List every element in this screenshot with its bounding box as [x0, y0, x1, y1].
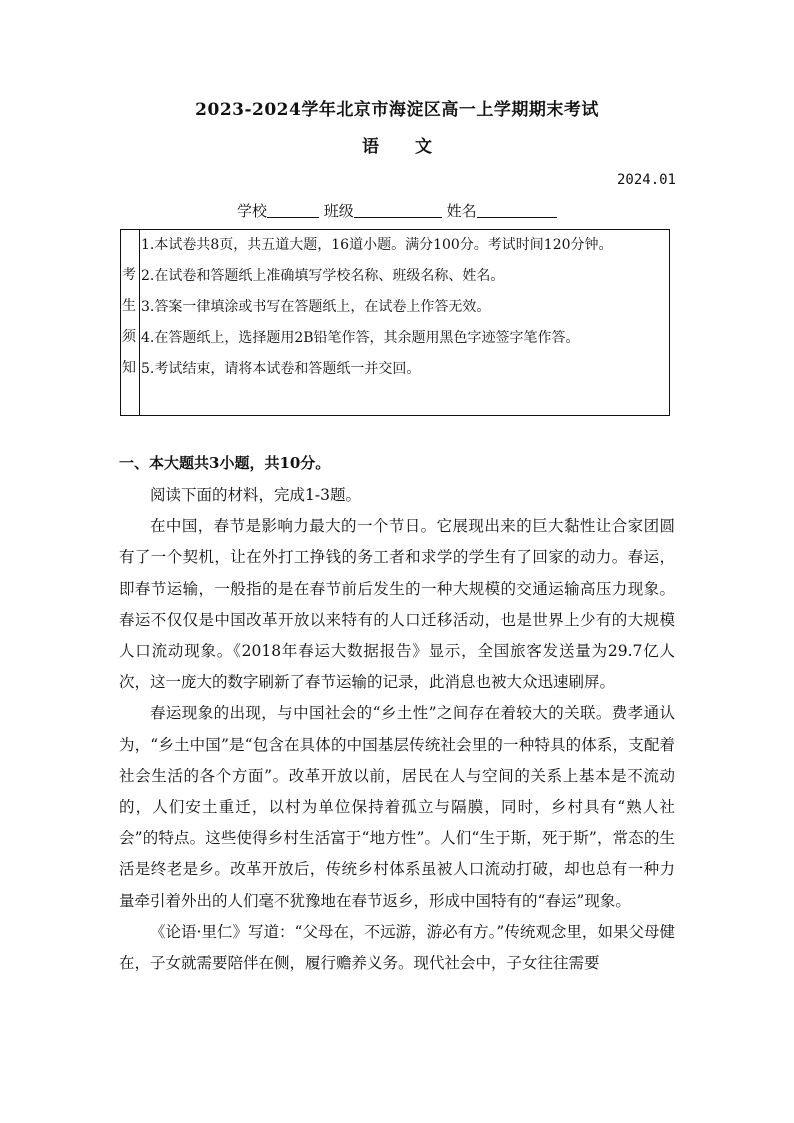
subject-title: 语 文	[362, 137, 432, 157]
notice-item: 2.在试卷和答题纸上准确填写学校名称、班级名称、姓名。	[141, 268, 505, 284]
class-blank[interactable]	[354, 203, 442, 218]
passage-paragraph: 《论语·里仁》写道：“父母在，不远游，游必有方。”传统观念里，如果父母健在，子女就需要陪伴在侧，履行赡养义务。现代社会中，子女往往需要	[119, 922, 675, 973]
school-label: 学校	[237, 202, 268, 220]
name-label: 姓名	[446, 202, 477, 220]
name-blank[interactable]	[477, 203, 557, 218]
notice-label-char: 生	[122, 298, 136, 314]
reading-passage	[119, 480, 675, 979]
notice-label-char: 须	[122, 329, 136, 345]
school-blank[interactable]	[267, 203, 319, 218]
notice-item: 5.考试结束，请将本试卷和答题纸一并交回。	[141, 361, 421, 377]
passage-paragraph: 春运现象的出现，与中国社会的“乡土性”之间存在着较大的关联。费孝通认为，“乡土中国”是“包含在具体的中国基层传统社会里的一种特具的体系，支配着社会生活的各个方面”。改革开放以前，居民在人与空间的关系上基本是不流动的，人们安土重迁，以村为单位保持着孤立与隔膜，同时，乡村具有“熟人社会”的特点。这些使得乡村生活富于“地方性”。人们“生于斯，死于斯”，常态的生活是终老是乡。改革开放后，传统乡村体系虽被人口流动打破，却也总有一种力量牵引着外出的人们毫不犹豫地在春节返乡，形成中国特有的“春运”现象。	[119, 704, 675, 910]
student-info-line	[237, 200, 557, 221]
notice-item: 4.在答题纸上，选择题用2B铅笔作答，其余题用黑色字迹签字笔作答。	[141, 330, 580, 346]
passage-paragraph: 在中国，春节是影响力最大的一个节日。它展现出来的巨大黏性让合家团圆有了一个契机，让在外打工挣钱的务工者和求学的学生有了回家的动力。春运，即春节运输，一般指的是在春节前后发生的一种大规模的交通运输高压力现象。春运不仅仅是中国改革开放以来特有的人口迁移活动，也是世界上少有的大规模人口流动现象。《2018年春运大数据报告》显示，全国旅客发送量为29.7亿人次，这一庞大的数字刷新了春节运输的记录，此消息也被大众迅速刷屏。	[119, 517, 675, 692]
notice-items	[140, 230, 668, 385]
exam-title: 2023-2024学年北京市海淀区高一上学期期末考试	[195, 100, 599, 120]
notice-item: 3.答案一律填涂或书写在答题纸上，在试卷上作答无效。	[141, 299, 491, 315]
section-heading: 一、本大题共3小题，共10分。	[119, 454, 331, 472]
instruction-paragraph: 阅读下面的材料，完成1-3题。	[150, 486, 361, 504]
exam-date: 2024.01	[616, 172, 676, 188]
candidate-notice-box	[120, 229, 670, 416]
notice-label-column	[121, 230, 140, 415]
class-label: 班级	[323, 202, 354, 220]
notice-item: 1.本试卷共8页，共五道大题，16道小题。满分100分。考试时间120分钟。	[141, 237, 613, 253]
notice-label-char: 知	[122, 360, 136, 376]
notice-label-char: 考	[122, 267, 136, 283]
